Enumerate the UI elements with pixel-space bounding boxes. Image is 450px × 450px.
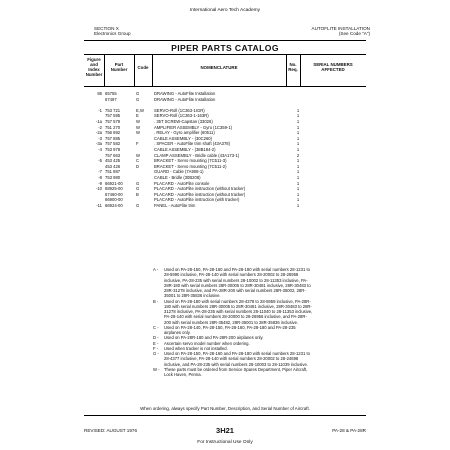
header-serial-line-2: AFFECTED <box>321 67 345 72</box>
row-nomenclature: PLACARD - AutoFlite instruction (without tracker) <box>154 186 246 192</box>
header-serial-numbers <box>300 62 366 72</box>
catalog-title: PIPER PARTS CATALOG <box>171 43 279 53</box>
footnote <box>153 325 313 336</box>
section-line-2: Electronics Group <box>94 31 131 37</box>
row-number-required: 1 <box>296 135 300 141</box>
installation-line-2: (See Code "A") <box>338 31 370 37</box>
row-number-required: 1 <box>296 119 300 124</box>
row-number-required: 1 <box>296 107 300 113</box>
row-part-number: 66921-00 <box>105 180 123 186</box>
row-nomenclature: . RELAY - Gyro amplifier (60511) <box>154 130 215 136</box>
row-figure-index: -8 <box>98 175 102 180</box>
row-nomenclature: BRACKET - Servo mounting (7C511-2) <box>154 163 227 169</box>
footnote-key: W - <box>153 366 160 372</box>
row-part-number: 756 692 <box>105 130 121 136</box>
row-nomenclature: CABLE ASSEMBLY - (30C260) <box>154 135 213 141</box>
row-nomenclature: DRAWING - AutoFlite Installation <box>154 96 216 102</box>
column-divider <box>104 54 105 86</box>
section-heading <box>94 26 131 37</box>
code-footnotes <box>153 267 313 377</box>
row-nomenclature: DRAWING - AutoFlite Installation <box>154 91 216 96</box>
row-nomenclature: CABLE - Bridle (30B208) <box>154 175 201 180</box>
header-nomenclature: NOMENCLATURE <box>200 65 238 70</box>
footnote-key: A - <box>153 267 159 272</box>
row-part-number: 757 595 <box>105 113 121 119</box>
footnote <box>153 351 313 367</box>
row-code: G <box>136 96 140 102</box>
row-code: W <box>136 152 140 158</box>
row-figure-index: -3 <box>98 135 102 141</box>
row-number-required: 1 <box>296 169 300 175</box>
footnote-text: Used on PA-28-150, PA-28-160 and PA-28-180 with serial numbers 28-1231 to 28-4377 inclusive, PA-28-140 with serial numbers 28-20002 to 28-24698 inclusive, and PA-28-235 with serial numbers 28-10003 to 28-11039 inclusive. <box>164 351 310 367</box>
row-part-number: 753 978 <box>105 147 121 152</box>
row-nomenclature: PLACARD - AutoFlite console <box>154 180 210 186</box>
row-number-required: 1 <box>296 191 300 197</box>
row-code: F <box>136 141 139 147</box>
header-figure-line-4: Number <box>85 72 103 77</box>
row-code: E <box>136 113 139 119</box>
footnote-text: Used on PA-28-150, PA-28-160 and PA-28-180 with serial numbers 28-1231 to 28-5990 inclusive, PA-28-140 with serial numbers 28-20002 to 28-26958 inclusive, PA-28-235 with serial numbers 28-10002 to 28-11353 inclusive, PA-28R-180 with serial numbers 28R-30005 to 28R-30481 inclusive, 28R-30483 to 28R-31278 inclusive, and PA-28R-200 with serial numbers 28R-35002, 28R-35001 to 28R-35836 inclusive. <box>164 267 311 299</box>
row-nomenclature: SERVO-Roll (1C363-1IGR) <box>154 107 205 113</box>
row-part-number: 753 721 <box>105 107 121 113</box>
footnote-text: Used on PA-28-140, PA-28-150, PA-28-160, PA-28-180 and PA-28-235 airplanes only. <box>164 324 296 335</box>
footnote-key: D - <box>153 335 159 341</box>
row-figure-index: -1 <box>98 107 102 113</box>
footnote-key: F - <box>153 345 159 351</box>
row-number-required: 1 <box>296 158 300 164</box>
header-figure-line-1: Figure <box>87 57 101 62</box>
row-code: C <box>136 158 140 164</box>
aircraft-model: PA-28 & PA-28R <box>332 428 366 433</box>
row-number-required: 1 <box>296 130 300 136</box>
row-part-number: 67497 <box>105 96 117 102</box>
row-number-required: 1 <box>296 203 300 208</box>
footer-rule <box>84 415 366 416</box>
row-part-number: 757 579 <box>105 119 121 124</box>
footnote-key: E - <box>153 340 159 346</box>
header-req-line-2: Req. <box>288 67 298 72</box>
row-part-number: 757 582 <box>105 141 121 147</box>
row-part-number: 67460-00 <box>105 191 123 197</box>
footnote-key: G - <box>153 351 159 356</box>
footnote-text: Used on PA-28R-180 and PA-28R-200 airplanes only. <box>164 335 264 341</box>
ordering-note: When ordering, always specify Part Number, Description, and Serial Number of Aircraft. <box>140 406 310 411</box>
header-figure-line-3: Index <box>88 67 100 72</box>
row-figure-index: -10 <box>95 186 102 192</box>
row-number-required: 1 <box>296 147 300 152</box>
row-number-required: 1 <box>296 113 300 119</box>
footnote <box>153 367 313 378</box>
row-number-required: 1 <box>296 141 300 147</box>
row-code: W <box>136 130 140 136</box>
installation-line-1: AUTOFLITE INSTALLATION <box>311 26 370 31</box>
row-number-required: 2 <box>296 152 300 158</box>
row-figure-index: -11 <box>96 203 102 208</box>
row-number-required: 1 <box>296 175 300 180</box>
row-figure-index: -4 <box>98 147 102 152</box>
row-code: G <box>136 186 140 192</box>
header-part-number <box>104 62 134 72</box>
row-part-number: 65755 <box>105 91 117 96</box>
header-part-line-1: Part <box>114 62 124 67</box>
row-part-number: 751 887 <box>105 169 121 175</box>
row-part-number: 453 425 <box>105 158 121 164</box>
header-part-line-2: Number <box>110 67 128 72</box>
row-code: E,W <box>136 107 144 113</box>
row-nomenclature: . 35T SCREW-Capstan (33026) <box>154 119 213 124</box>
row-part-number: 66924-00 <box>105 203 123 208</box>
row-part-number: 453 426 <box>105 163 121 169</box>
row-part-number: 751 270 <box>105 124 121 130</box>
header-figure-index <box>84 57 104 77</box>
column-divider <box>286 54 287 86</box>
page-code: 3H21 <box>216 426 234 435</box>
row-part-number: 68925-00 <box>105 186 123 192</box>
bottom-banner: For Instructional Use Only <box>197 440 253 445</box>
header-figure-line-2: and <box>90 62 98 67</box>
footnote-text: Used on PA-28-180 with serial numbers 28-4378 to 28-5959 inclusive, PA-28R-180 with serial numbers 28R-30005 to 28R-30481 inclusive, 28R-30483 to 28R-31278 inclusive, PA-28-235 with serial numbers 28-11040 to 28-11353 inclusive, PA-28-140 with serial numbers 28-20000 to 28-26956 inclusive, and PA-28R-200 with serial numbers 28R-35482, 28R-35001 to 28R-35836 inclusive. <box>164 298 313 325</box>
row-nomenclature: GUARD - Cable (7A908-1) <box>154 169 204 175</box>
row-figure-index: -2a <box>95 130 102 136</box>
header-number-required <box>286 62 300 72</box>
header-serial-line-1: SERIAL NUMBERS <box>313 62 353 67</box>
row-nomenclature: . SPACER - AutoFlite trim shaft (43A378) <box>154 141 231 147</box>
row-nomenclature: PLACARD - AutoFlite instruction (without tracker) <box>154 191 246 197</box>
header-bottom-rule <box>84 86 366 87</box>
footnote <box>153 267 313 299</box>
row-part-number: 753 980 <box>105 175 121 180</box>
row-part-number: 757 885 <box>105 135 121 141</box>
column-divider <box>134 54 135 86</box>
row-figure-index: 86 <box>97 91 102 96</box>
footnote-text: Ascertain servo model number when ordering. <box>164 340 250 346</box>
row-figure-index: -2 <box>98 124 102 130</box>
row-figure-index: -9 <box>98 180 102 186</box>
row-number-required: 1 <box>296 124 300 130</box>
row-nomenclature: SERVO-Roll (1C363-1-163R) <box>154 113 209 119</box>
installation-heading <box>312 26 370 37</box>
footnote-text: These parts must be ordered from Service Spares Department, Piper Aircraft, Lock Haven, Penna. <box>164 366 308 377</box>
footnote-text: Used when tracker is not installed. <box>164 345 228 351</box>
footnote <box>153 299 313 325</box>
row-number-required: 1 <box>296 180 300 186</box>
row-code: W <box>136 119 140 124</box>
footnote-key: C - <box>153 324 159 330</box>
row-code: B <box>136 191 139 197</box>
row-figure-index: -7 <box>98 169 102 175</box>
row-nomenclature: BRACKET - Servo mounting (7C511-3) <box>154 158 227 164</box>
column-divider <box>300 54 301 86</box>
table-row <box>84 203 366 209</box>
section-line-1: SECTION X <box>94 26 119 31</box>
row-code: D <box>136 163 140 169</box>
row-number-required: 1 <box>296 163 300 169</box>
header-req-line-1: No. <box>289 62 297 67</box>
top-banner: International Aero Tech Academy <box>189 8 261 13</box>
row-code: W <box>136 124 140 130</box>
row-code: G <box>136 203 140 208</box>
row-figure-index: -1a <box>95 119 102 124</box>
row-part-number: 757 663 <box>105 152 121 158</box>
header-top-rule <box>84 54 366 55</box>
row-nomenclature: AMPLIFIER ASSEMBLY - Gyro (1C359-1) <box>154 124 233 130</box>
row-nomenclature: PLACARD - AutoFlite instruction (with tracker) <box>154 197 240 203</box>
row-nomenclature: CLAMP ASSEMBLY - Bridle cable (43A173-1) <box>154 152 240 158</box>
row-nomenclature: PANEL - AutoFlite trim <box>154 203 196 208</box>
row-code: G <box>136 180 140 186</box>
row-number-required: 1 <box>296 197 300 203</box>
row-code: G <box>136 91 140 96</box>
header-code: Code <box>137 65 149 70</box>
column-divider <box>152 54 153 86</box>
row-part-number: 66900-00 <box>105 197 123 203</box>
revision-date: REVISED: AUGUST 1976 <box>84 428 138 433</box>
row-figure-index: -5 <box>98 158 102 164</box>
row-figure-index: -3a <box>95 141 102 147</box>
row-number-required: 1 <box>296 186 300 192</box>
row-nomenclature: CABLE ASSEMBLY - (38B184-2) <box>154 147 216 152</box>
footnote-key: B - <box>153 298 159 304</box>
